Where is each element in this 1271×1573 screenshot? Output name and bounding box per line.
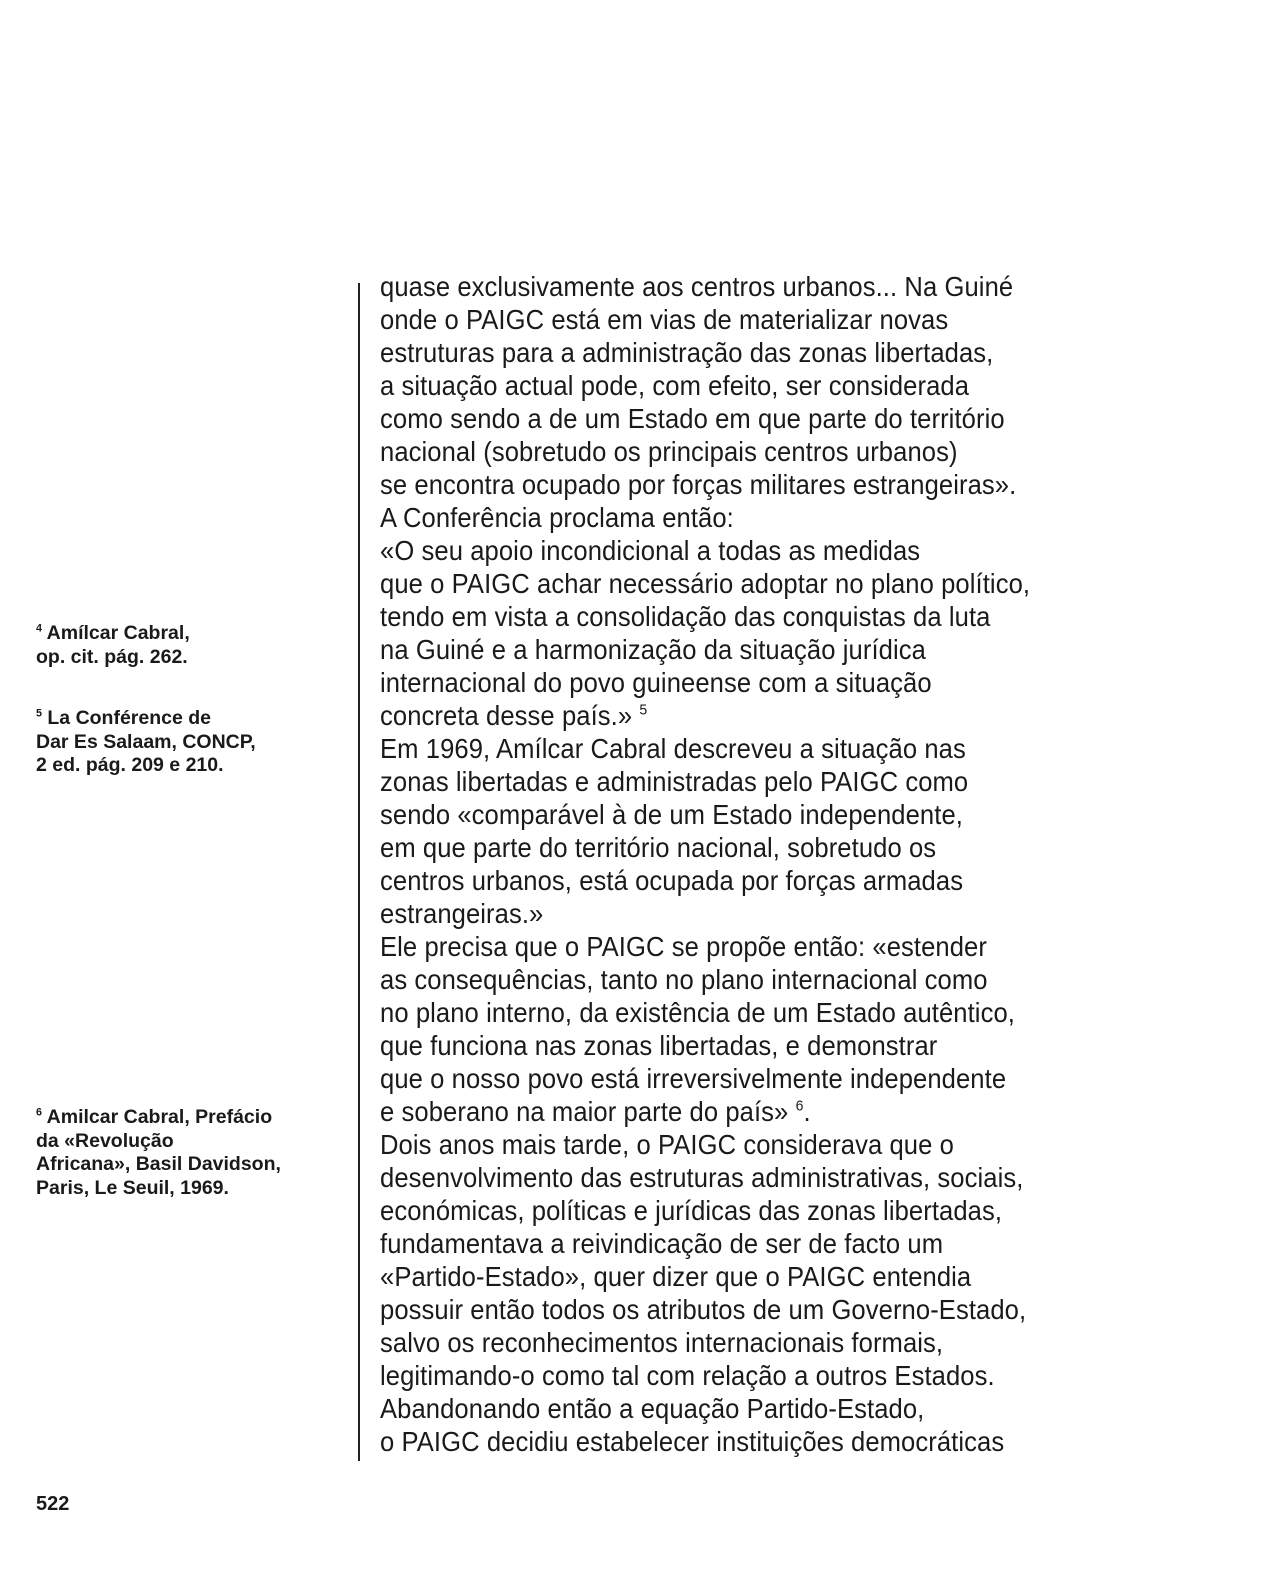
text-line: se encontra ocupado por forças militares estrangeiras». — [380, 469, 1017, 500]
text-line-content: e soberano na maior parte do país» — [380, 1096, 789, 1127]
footnote-number: 5 — [36, 707, 42, 720]
text-line: Em 1969, Amílcar Cabral descreveu a situação nas — [380, 733, 966, 764]
text-line-content: concreta desse país.» — [380, 700, 633, 731]
footnote-6 — [36, 1106, 281, 1200]
text-line: Abandonando então a equação Partido-Estado, — [380, 1393, 925, 1424]
text-line: Dois anos mais tarde, o PAIGC considerava que o — [380, 1129, 954, 1160]
text-line: como sendo a de um Estado em que parte do território — [380, 403, 1005, 434]
text-line: no plano interno, da existência de um Estado autêntico, — [380, 997, 1015, 1028]
footnote-text: La Conférence de — [47, 707, 212, 729]
text-line: estrangeiras.» — [380, 898, 544, 929]
text-line: o PAIGC decidiu estabelecer instituições democráticas — [380, 1426, 1005, 1457]
footnote-text: Africana», Basil Davidson, — [36, 1153, 281, 1175]
text-line — [380, 1095, 1180, 1128]
text-line: que o PAIGC achar necessário adoptar no plano político, — [380, 568, 1031, 599]
text-line: Ele precisa que o PAIGC se propõe então: «estender — [380, 931, 987, 962]
footnote-number: 4 — [36, 622, 42, 635]
text-line-suffix: . — [803, 1096, 811, 1127]
footnote-ref-5[interactable]: 5 — [639, 701, 648, 719]
text-line: «O seu apoio incondicional a todas as medidas — [380, 535, 921, 566]
text-line: salvo os reconhecimentos internacionais formais, — [380, 1327, 944, 1358]
footnote-number: 6 — [36, 1106, 42, 1119]
text-line: A Conferência proclama então: — [380, 502, 734, 533]
text-line: que o nosso povo está irreversivelmente independente — [380, 1063, 1007, 1094]
text-line: na Guiné e a harmonização da situação jurídica — [380, 634, 926, 665]
footnote-text: da «Revolução — [36, 1129, 174, 1152]
text-line: zonas libertadas e administradas pelo PAIGC como — [380, 766, 969, 797]
text-line: internacional do povo guineense com a situação — [380, 667, 932, 698]
text-line: possuir então todos os atributos de um Governo-Estado, — [380, 1294, 1027, 1325]
footnote-5 — [36, 707, 256, 778]
footnote-text: op. cit. pág. 262. — [36, 645, 188, 668]
text-line: económicas, políticas e jurídicas das zonas libertadas, — [380, 1195, 1003, 1226]
footnote-4 — [36, 622, 190, 669]
footnote-text: Amílcar Cabral, — [46, 622, 190, 644]
footnote-text: Paris, Le Seuil, 1969. — [36, 1176, 229, 1199]
text-line: nacional (sobretudo os principais centros urbanos) — [380, 436, 958, 467]
text-line: fundamentava a reivindicação de ser de facto um — [380, 1228, 944, 1259]
text-line: desenvolvimento das estruturas administrativas, sociais, — [380, 1162, 1024, 1193]
text-line: estruturas para a administração das zonas libertadas, — [380, 337, 994, 368]
margin-divider-rule — [358, 283, 360, 1461]
text-line: que funciona nas zonas libertadas, e demonstrar — [380, 1030, 938, 1061]
text-line: «Partido-Estado», quer dizer que o PAIGC entendia — [380, 1261, 972, 1292]
text-line: as consequências, tanto no plano internacional como — [380, 964, 988, 995]
main-text-column — [380, 270, 1180, 1458]
page-number: 522 — [36, 1493, 70, 1515]
footnote-text: Dar Es Salaam, CONCP, — [36, 730, 256, 753]
text-line: onde o PAIGC está em vias de materializar novas — [380, 304, 949, 335]
text-line: centros urbanos, está ocupada por forças armadas — [380, 865, 964, 896]
text-line: legitimando-o como tal com relação a outros Estados. — [380, 1360, 995, 1391]
footnote-ref-6[interactable]: 6 — [795, 1097, 804, 1115]
text-line: quase exclusivamente aos centros urbanos... Na Guiné — [380, 271, 1014, 302]
text-line: a situação actual pode, com efeito, ser considerada — [380, 370, 970, 401]
text-line: sendo «comparável à de um Estado independente, — [380, 799, 963, 830]
text-line: tendo em vista a consolidação das conquistas da luta — [380, 601, 991, 632]
text-line — [380, 699, 1180, 732]
footnote-text: 2 ed. pág. 209 e 210. — [36, 754, 224, 776]
text-line: em que parte do território nacional, sobretudo os — [380, 832, 937, 863]
footnote-text: Amilcar Cabral, Prefácio — [46, 1106, 273, 1128]
